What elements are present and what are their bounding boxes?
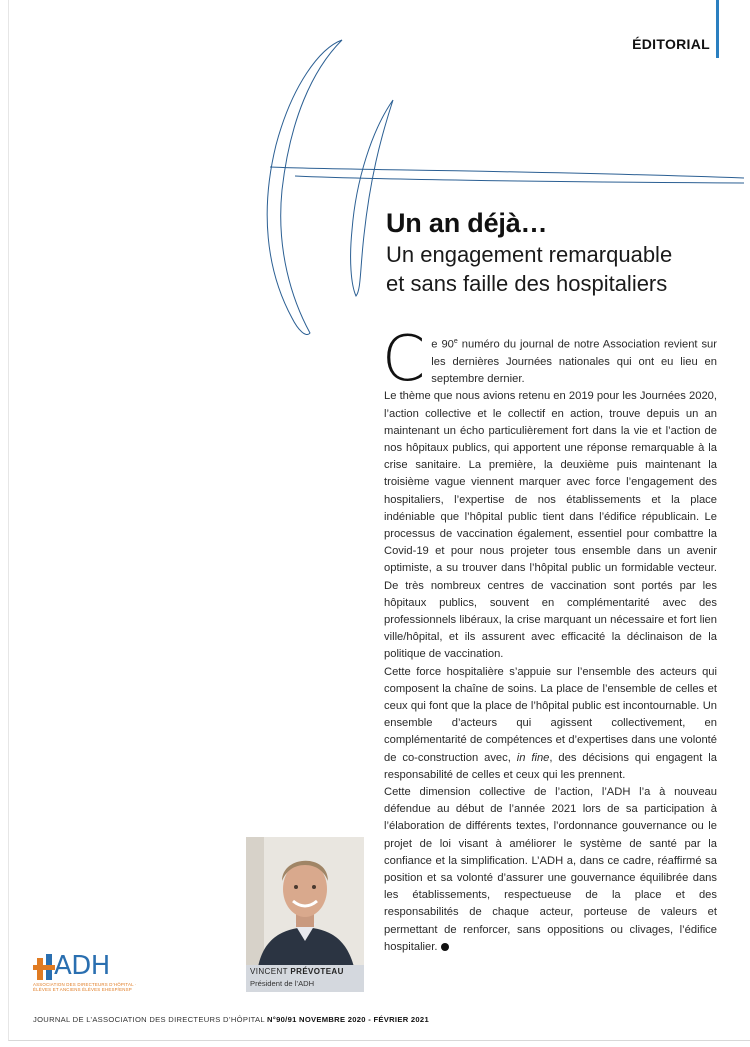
page-footer	[33, 1015, 429, 1024]
portrait-illustration	[246, 837, 364, 967]
paragraph-2-end: , des décisions qui engagent la responsabilité de celles et ceux qui les prennent.	[384, 751, 717, 781]
adh-logo	[33, 951, 137, 992]
adh-logo-tagline: ASSOCIATION DES DIRECTEURS D’HÔPITAL · ÉLÈVES ET ANCIENS ÉLÈVES EHESP/ENSP	[33, 982, 137, 992]
adh-logo-mark-icon	[33, 954, 55, 982]
end-of-article-dot	[441, 943, 449, 951]
paragraph-3-text: Cette dimension collective de l’action, l’ADH l’a à nouveau défendue au début de l’année 2021 lors de sa participation à l’élaboration de différents textes, l’ordonnance gouvernance ou le projet de loi visant à améliorer le système de santé par la confiance et la simplification. L’ADH a, dans ce cadre, réaffirmé sa position et sa volonté d’assurer une gouvernance équilibrée dans les établissements, respectueuse de la place et des responsabilités de chaque acteur, porteuse de valeurs et permettant de renforcer, sans oppositions ou clivages, l’édifice hospitalier.	[384, 786, 717, 953]
paragraph-3	[384, 784, 717, 956]
paragraph-2-start: Cette force hospitalière s’appuie sur l’ensemble des acteurs qui composent la chaîne de soins. La place de l’ensemble de celles et ceux qui font que la place de l’hôpital public est incontournable. Un ensemble d’acteurs qui agissent collectivement, en complémentarité de compétences et d’expertises dans une volonté de co-construction avec,	[384, 665, 717, 764]
decorative-h-letter	[0, 0, 750, 360]
article-title: Un an déjà…	[386, 208, 548, 238]
adh-logo-text: ADH	[54, 951, 110, 981]
footer-issue: N°90/91 NOVEMBRE 2020 - FÉVRIER 2021	[267, 1015, 429, 1024]
section-label: ÉDITORIAL	[632, 36, 710, 52]
author-last-name: PRÉVOTEAU	[290, 967, 344, 976]
author-role: Président de l’ADH	[250, 979, 315, 988]
ordinal-suffix: e	[453, 338, 458, 345]
paragraph-1: Le thème que nous avions retenu en 2019 pour les Journées 2020, l’action collective et le collectif en action, trouve depuis un an maintenant un écho particulièrement fort dans la vie et l’action de nos hôpitaux publics, qui apportent une réponse remarquable à la crise sanitaire. La première, la deuxième puis maintenant la troisième vague viennent marquer avec force l’engagement des hospitaliers, l’expertise de nos établissements et la place indéniable que l’hôpital public tient dans l’édifice républicain. Le processus de vaccination également, essentiel pour combattre la Covid-19 et pour nous projeter tous ensemble dans un avenir optimiste, a su trouver dans l’hôpital public un formidable vecteur. De très nombreux centres de vaccination sont portés par les hôpitaux publics, souvent en complémentarité avec des professionnels libéraux, la crise marquant un nécessaire et fort lien ville/hôpital, et ils assurent avec efficacité la déclinaison de la politique de vaccination.	[384, 390, 717, 661]
article-subtitle-line-2: et sans faille des hospitaliers	[386, 271, 668, 296]
author-first-name: VINCENT	[250, 967, 291, 976]
article-subtitle-line-1: Un engagement remarquable	[386, 242, 673, 267]
intro-start: e 90	[431, 338, 454, 351]
footer-journal: JOURNAL DE L’ASSOCIATION DES DIRECTEURS D’HÔPITAL	[33, 1015, 267, 1024]
paragraph-2	[384, 664, 717, 784]
paragraph-2-italic: in fine	[516, 751, 550, 764]
article-body	[382, 322, 718, 956]
intro-paragraph	[382, 322, 718, 395]
author-portrait	[246, 837, 364, 992]
drop-cap: C	[382, 322, 426, 395]
title-block	[386, 206, 726, 298]
author-name	[250, 966, 360, 978]
intro-rest: numéro du journal de notre Association revient sur les dernières Journées nationales qui ont eu lieu en septembre dernier.	[431, 338, 718, 386]
portrait-caption	[246, 965, 364, 992]
